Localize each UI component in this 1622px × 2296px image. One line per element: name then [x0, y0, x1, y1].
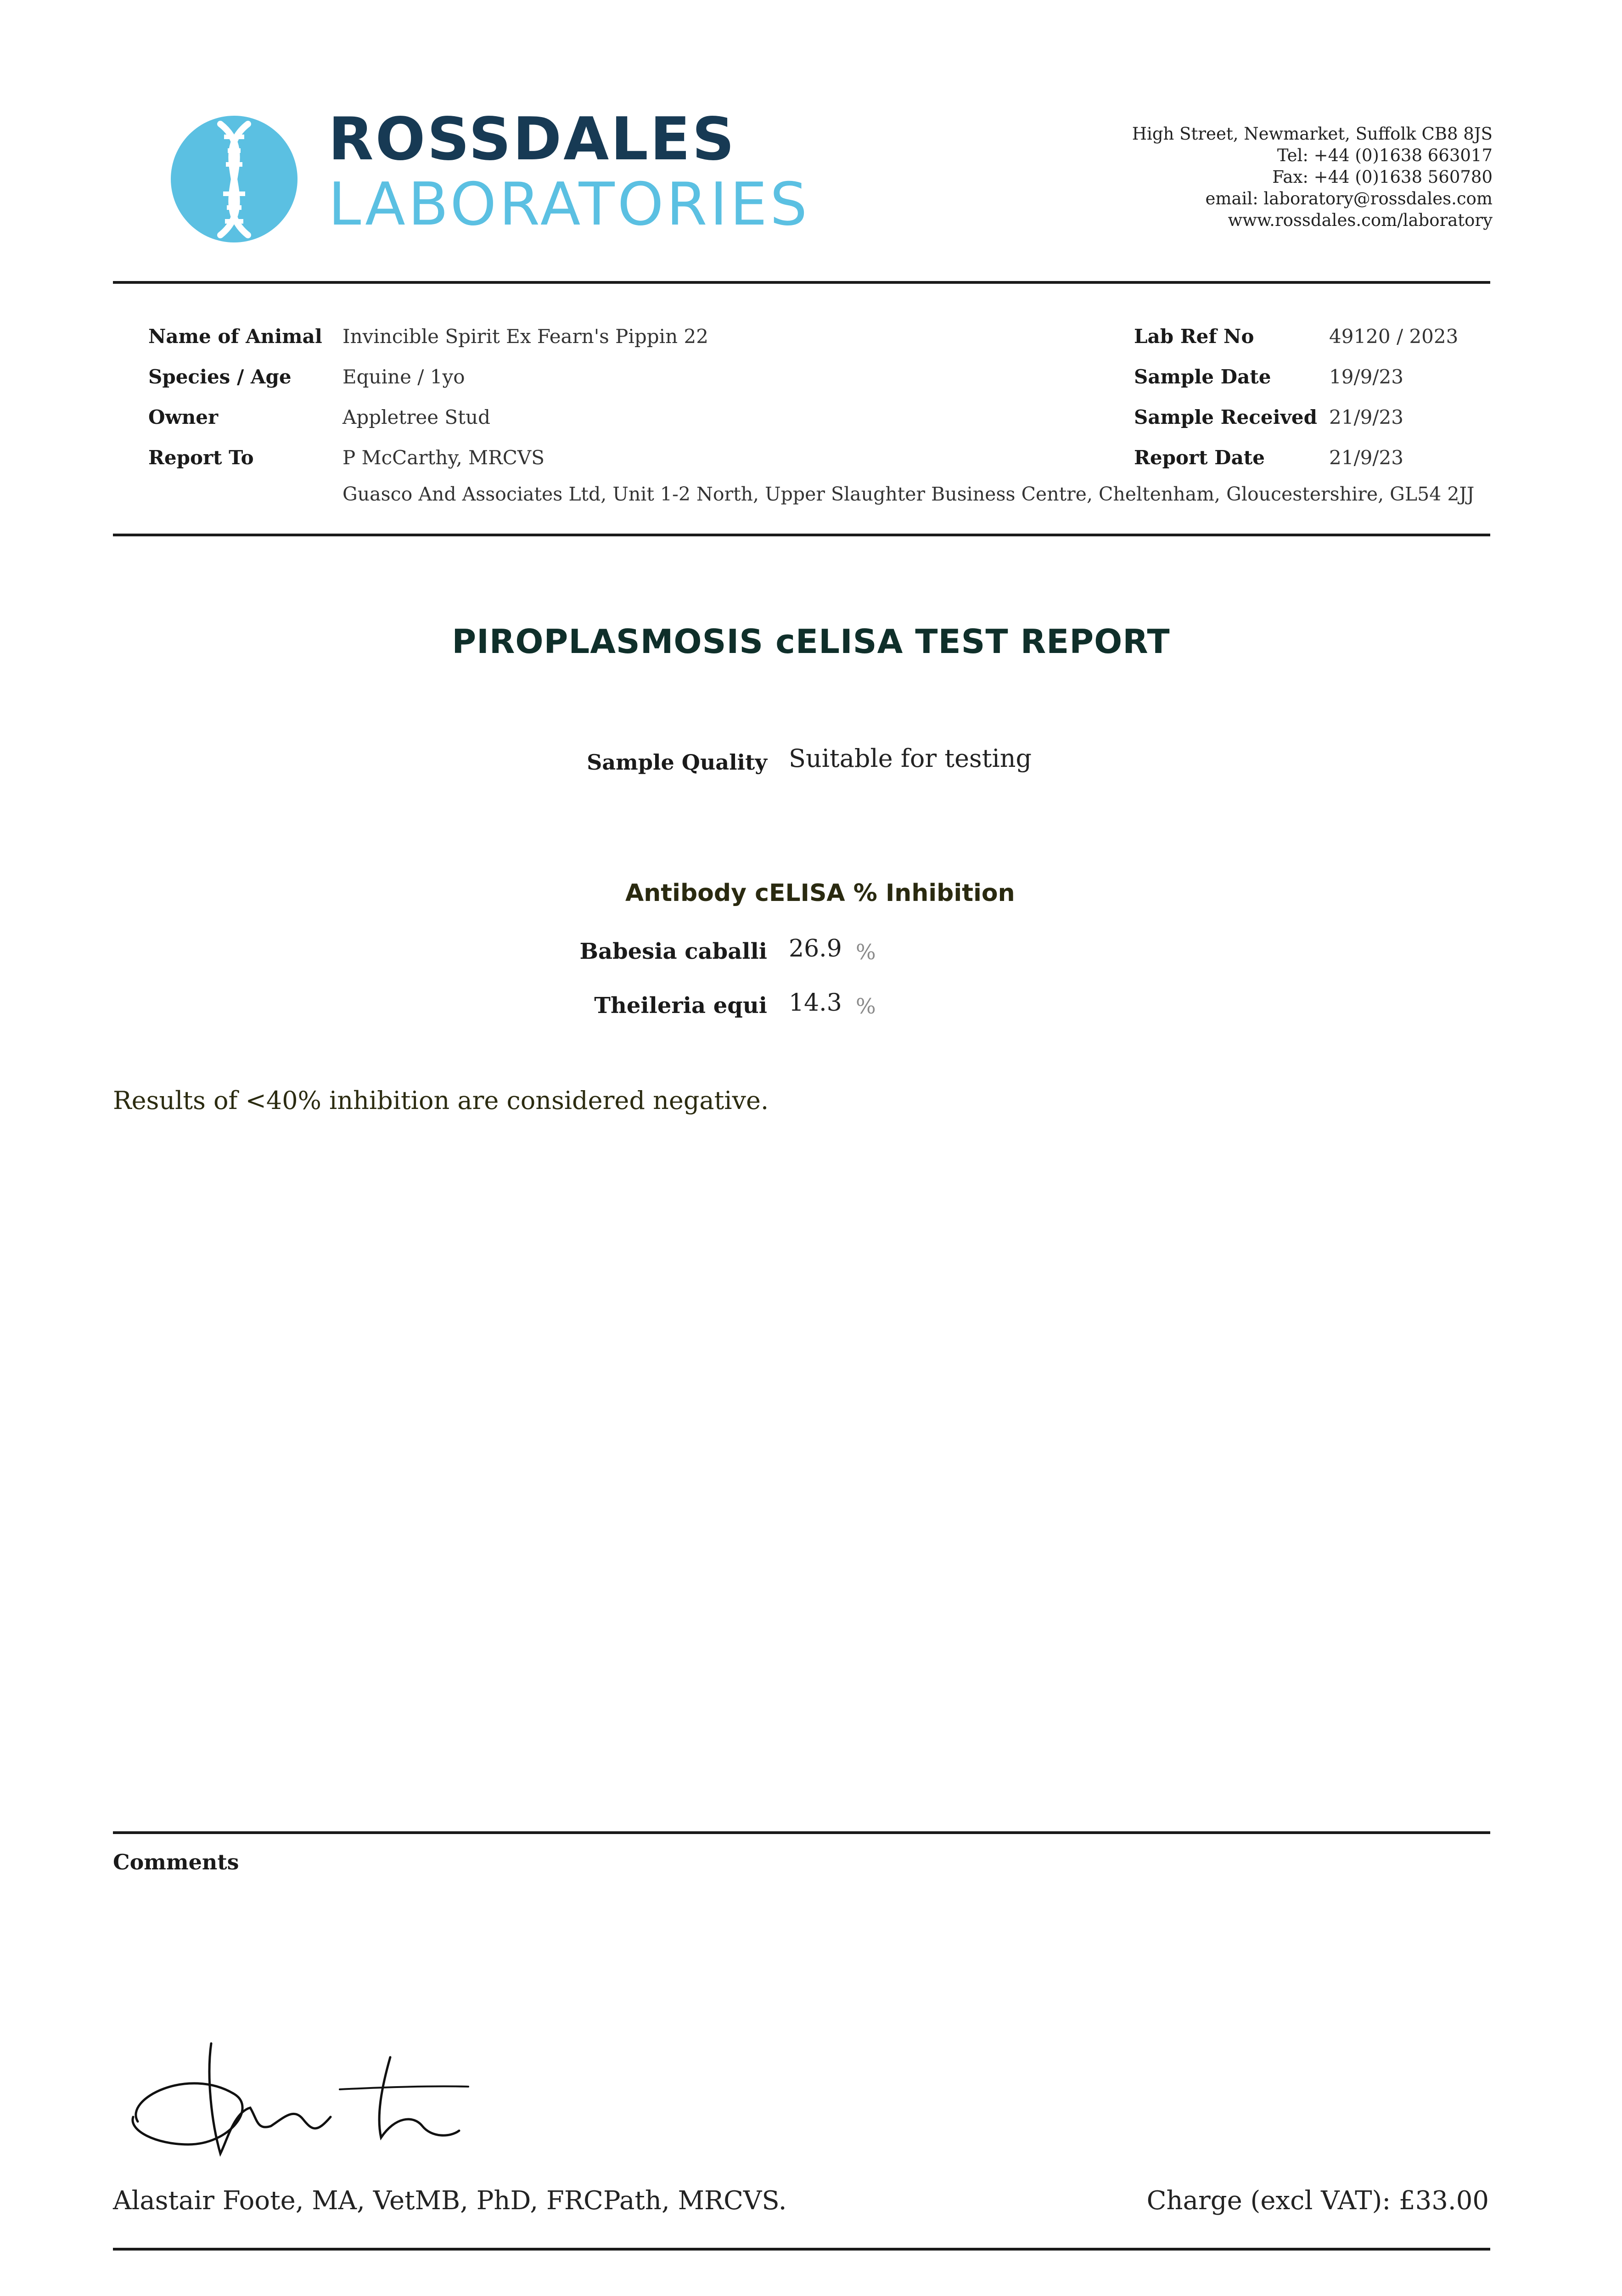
lab-ref-label: Lab Ref No — [1134, 325, 1254, 348]
report-to-value: P McCarthy, MRCVS — [342, 446, 545, 469]
contact-block — [1132, 123, 1493, 231]
result-theileria-label: Theileria equi — [594, 993, 767, 1019]
report-to-address: Guasco And Associates Ltd, Unit 1-2 North, Upper Slaughter Business Centre, Cheltenham, Gloucestershire, GL54 2JJ — [342, 483, 1475, 505]
report-title: PIROPLASMOSIS cELISA TEST REPORT — [452, 622, 1170, 661]
antibody-section-title: Antibody cELISA % Inhibition — [625, 879, 1015, 907]
brand-name-line1: ROSSDALES — [328, 105, 736, 174]
report-date-label: Report Date — [1134, 446, 1265, 469]
results-note: Results of <40% inhibition are considered negative. — [113, 1086, 769, 1115]
sample-date-label: Sample Date — [1134, 366, 1271, 388]
sample-received-label: Sample Received — [1134, 406, 1318, 428]
sample-quality-label: Sample Quality — [587, 750, 767, 775]
sample-received-value: 21/9/23 — [1329, 406, 1403, 428]
sample-quality-value: Suitable for testing — [789, 744, 1032, 773]
result-babesia-unit: % — [856, 940, 876, 964]
signature-image — [119, 2039, 477, 2163]
contact-fax: Fax: +44 (0)1638 560780 — [1272, 167, 1493, 187]
report-date-value: 21/9/23 — [1329, 446, 1403, 469]
owner-label: Owner — [148, 406, 219, 428]
comments-label: Comments — [113, 1850, 239, 1874]
sample-date-value: 19/9/23 — [1329, 366, 1403, 388]
result-theileria-unit: % — [856, 994, 876, 1019]
name-of-animal-value: Invincible Spirit Ex Fearn's Pippin 22 — [342, 325, 708, 348]
report-to-label: Report To — [148, 446, 254, 469]
signer-name: Alastair Foote, MA, VetMB, PhD, FRCPath, MRCVS. — [113, 2186, 787, 2216]
name-of-animal-label: Name of Animal — [148, 325, 322, 348]
species-age-value: Equine / 1yo — [342, 366, 465, 388]
header-divider — [113, 281, 1490, 284]
species-age-label: Species / Age — [148, 366, 292, 388]
charge-amount: Charge (excl VAT): £33.00 — [1146, 2186, 1489, 2216]
result-babesia-label: Babesia caballi — [579, 939, 767, 964]
lab-ref-value: 49120 / 2023 — [1329, 325, 1459, 348]
result-theileria-value: 14.3 — [789, 989, 842, 1017]
contact-web: www.rossdales.com/laboratory — [1228, 210, 1493, 230]
info-divider — [113, 534, 1490, 536]
contact-email: email: laboratory@rossdales.com — [1205, 189, 1493, 208]
footer-divider — [113, 2248, 1490, 2251]
contact-address: High Street, Newmarket, Suffolk CB8 8JS — [1132, 124, 1493, 144]
result-babesia-value: 26.9 — [789, 935, 842, 962]
comments-divider — [113, 1831, 1490, 1834]
brand-name-line2: LABORATORIES — [328, 170, 810, 239]
owner-value: Appletree Stud — [342, 406, 490, 428]
contact-tel: Tel: +44 (0)1638 663017 — [1277, 146, 1493, 165]
dna-helix-icon — [170, 115, 298, 243]
